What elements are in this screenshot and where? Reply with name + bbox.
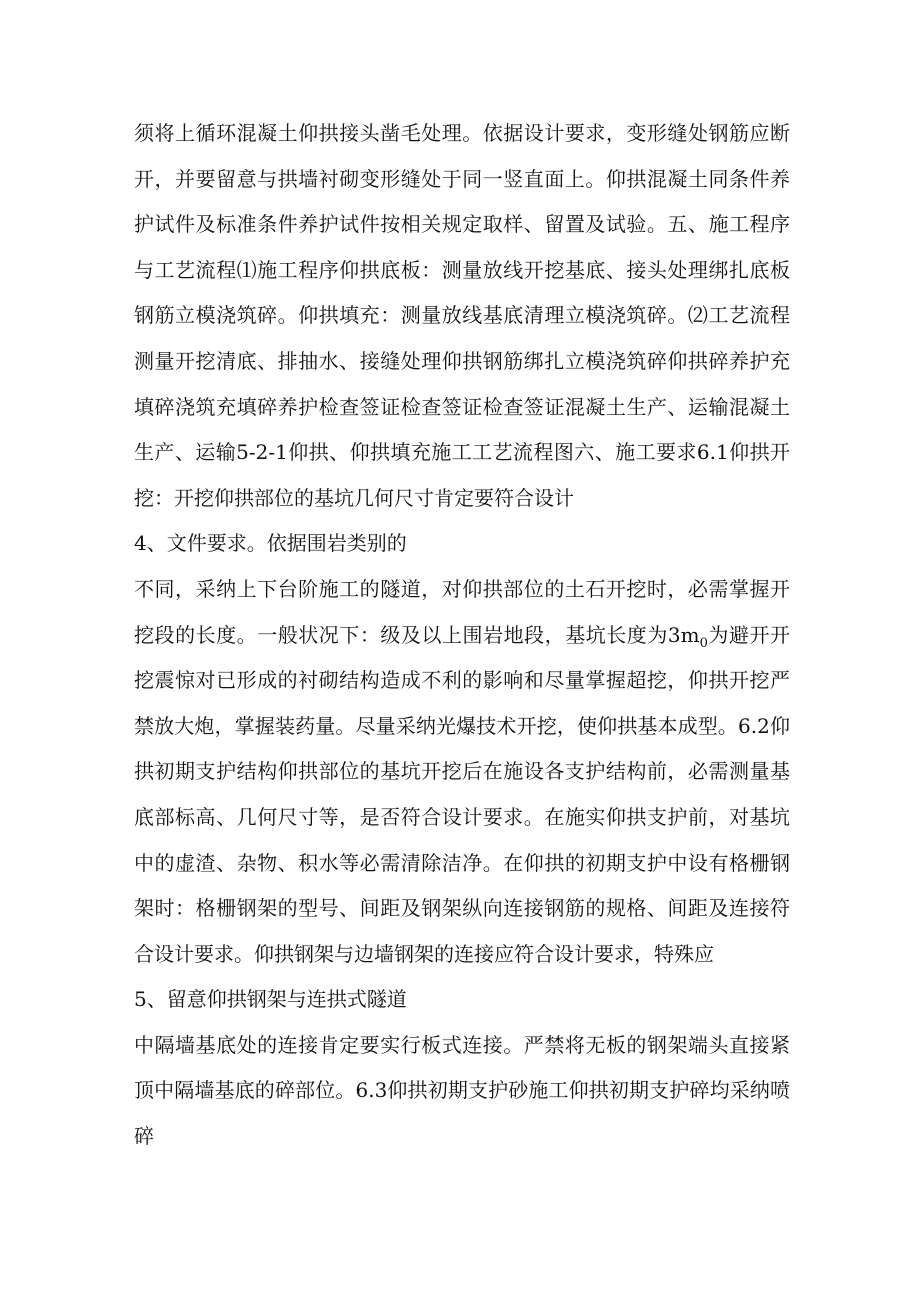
paragraph-2-text-a: 不同，采纳上下台阶施工的隧道，对仰拱部位的土石开挖时，必需掌握开挖段的长度。一般状况下：级及以上围岩地段，基坑长度为3m	[134, 576, 790, 647]
paragraph-2	[134, 521, 790, 977]
paragraph-3-text: 中隔墙基底处的连接肯定要实行板式连接。严禁将无板的钢架端头直接紧顶中隔墙基底的碎部位。6.3仰拱初期支护砂施工仰拱初期支护碎均采纳喷碎	[134, 1032, 790, 1149]
document-body	[134, 111, 790, 1160]
paragraph-2-text-b: 为避开开挖震惊对已形成的衬砌结构造成不利的影响和尽量掌握超挖，仰拱开挖严禁放大炮，掌握装药量。尽量采纳光爆技术开挖，使仰拱基本成型。6.2仰拱初期支护结构仰拱部位的基坑开挖后在施设各支护结构前，必需测量基底部标高、几何尺寸等，是否符合设计要求。在施实仰拱支护前，对基坑中的虚渣、杂物、积水等必需清除洁净。在仰拱的初期支护中设有格栅钢架时：格栅钢架的型号、间距及钢架纵向连接钢筋的规格、间距及连接符合设计要求。仰拱钢架与边墙钢架的连接应符合设计要求，特殊应	[134, 622, 790, 966]
paragraph-3-lead: 5、留意仰拱钢架与连拱式隧道	[134, 987, 407, 1012]
paragraph-2-lead: 4、文件要求。依据围岩类别的	[134, 531, 407, 556]
paragraph-3	[134, 977, 790, 1159]
paragraph-1: 须将上循环混凝土仰拱接头凿毛处理。依据设计要求，变形缝处钢筋应断开，并要留意与拱墙衬砌变形缝处于同一竖直面上。仰拱混凝土同条件养护试件及标准条件养护试件按相关规定取样、留置及试验。五、施工程序与工艺流程⑴施工程序仰拱底板：测量放线开挖基底、接头处理绑扎底板钢筋立模浇筑碎。仰拱填充：测量放线基底清理立模浇筑碎。⑵工艺流程测量开挖清底、排抽水、接缝处理仰拱钢筋绑扎立模浇筑碎仰拱碎养护充填碎浇筑充填碎养护检查签证检查签证检查签证混凝土生产、运输混凝土生产、运输5-2-1仰拱、仰拱填充施工工艺流程图六、施工要求6.1仰拱开挖：开挖仰拱部位的基坑几何尺寸肯定要符合设计	[134, 121, 790, 510]
paragraph-2-subscript: 0	[699, 635, 708, 651]
